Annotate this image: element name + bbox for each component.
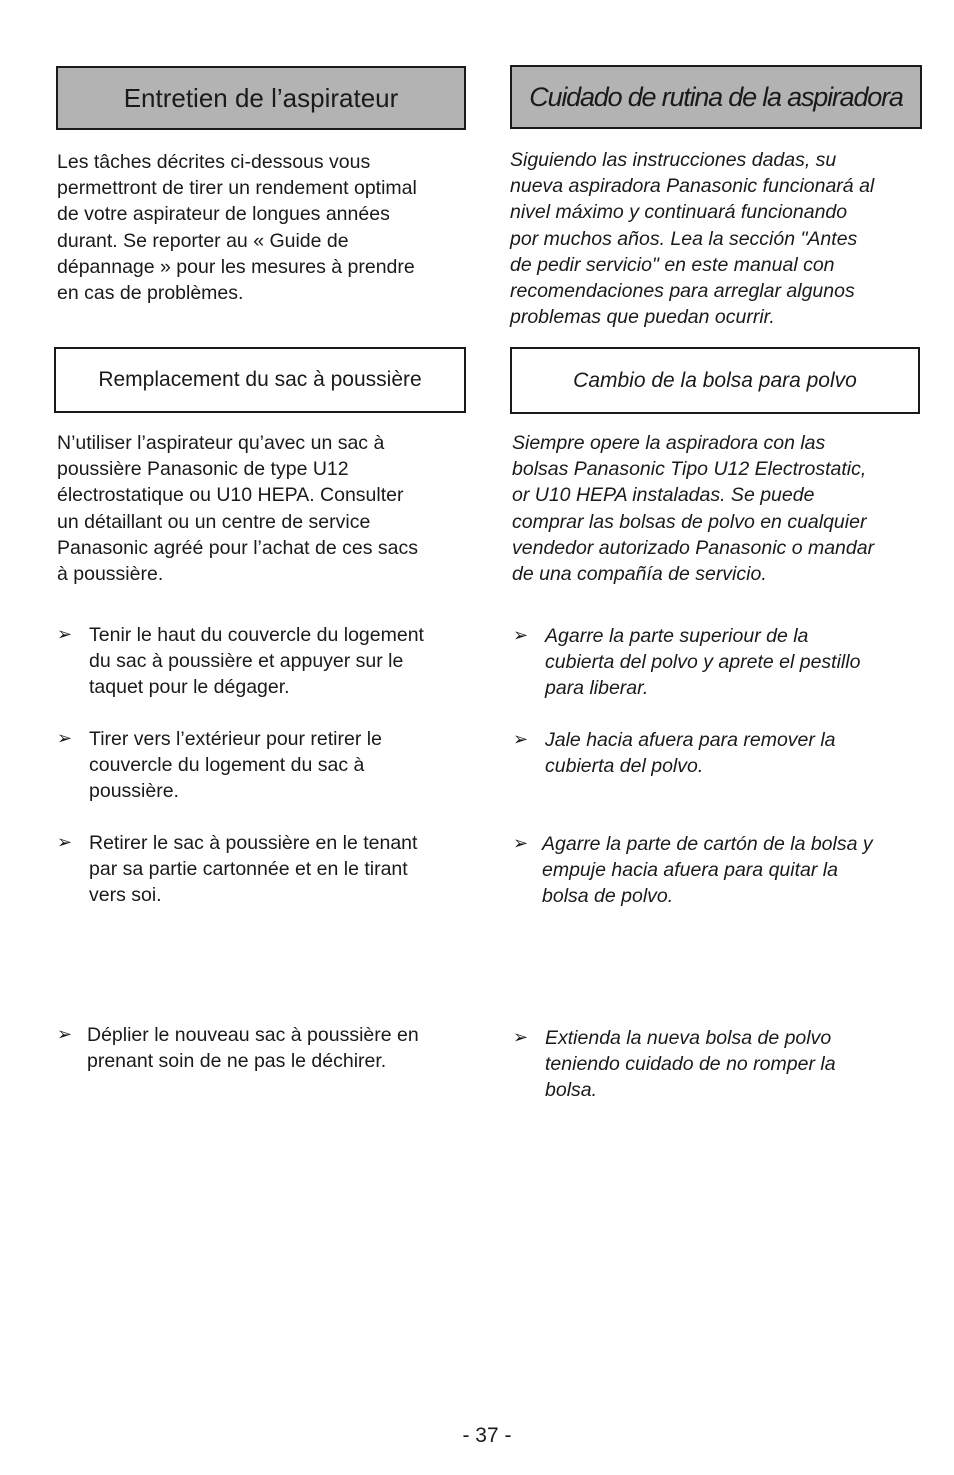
french-section-title: Entretien de l’aspirateur bbox=[56, 66, 466, 130]
spanish-step-4-text: Extienda la nueva bolsa de polvo teniendo cuidado de no romper la bolsa. bbox=[545, 1027, 836, 1102]
french-step-3-text: Retirer le sac à poussière en le tenant par sa partie cartonnée et en le tirant vers soi. bbox=[89, 832, 418, 907]
french-step-4-text: Déplier le nouveau sac à poussière en prenant soin de ne pas le déchirer. bbox=[87, 1024, 419, 1073]
arrow-bullet-icon: ➢ bbox=[513, 729, 529, 750]
arrow-bullet-icon: ➢ bbox=[513, 1027, 529, 1048]
page-number: - 37 - bbox=[462, 1424, 512, 1447]
french-subsection-title: Remplacement du sac à poussière bbox=[54, 347, 466, 413]
spanish-subsection-title: Cambio de la bolsa para polvo bbox=[510, 347, 920, 414]
spanish-dust-bag-paragraph: Siempre opere la aspiradora con las bolsas Panasonic Tipo U12 Electrostatic, or U10 HEPA instaladas. Se puede comprar las bolsas de polvo en cualquier vendedor autorizado Panasonic o mandar de una compañía de servicio. bbox=[512, 432, 875, 586]
french-dust-bag-paragraph: N’utiliser l’aspirateur qu’avec un sac à poussière Panasonic de type U12 électrostatique ou U10 HEPA. Consulter un détaillant ou un centre de service Panasonic agréé pour l’achat de ces sacs à poussière. bbox=[57, 432, 418, 586]
spanish-step-1-text: Agarre la parte superiour de la cubierta del polvo y aprete el pestillo para liberar. bbox=[545, 625, 861, 700]
arrow-bullet-icon: ➢ bbox=[57, 728, 73, 749]
arrow-bullet-icon: ➢ bbox=[57, 1024, 73, 1045]
arrow-bullet-icon: ➢ bbox=[57, 832, 73, 853]
spanish-step-2-text: Jale hacia afuera para remover la cubierta del polvo. bbox=[545, 729, 836, 778]
spanish-step-3-text: Agarre la parte de cartón de la bolsa y empuje hacia afuera para quitar la bolsa de polvo. bbox=[542, 833, 873, 908]
french-intro-paragraph: Les tâches décrites ci-dessous vous permettront de tirer un rendement optimal de votre aspirateur de longues années durant. Se reporter au « Guide de dépannage » pour les mesures à prendre en cas de problèmes. bbox=[57, 151, 417, 305]
spanish-section-title: Cuidado de rutina de la aspiradora bbox=[510, 65, 922, 129]
french-step-1-text: Tenir le haut du couvercle du logement du sac à poussière et appuyer sur le taquet pour le dégager. bbox=[89, 624, 424, 699]
french-step-2-text: Tirer vers l’extérieur pour retirer le couvercle du logement du sac à poussière. bbox=[89, 728, 382, 803]
arrow-bullet-icon: ➢ bbox=[513, 625, 529, 646]
arrow-bullet-icon: ➢ bbox=[57, 624, 73, 645]
spanish-intro-paragraph: Siguiendo las instrucciones dadas, su nueva aspiradora Panasonic funcionará al nivel máximo y continuará funcionando por muchos años. Lea la sección "Antes de pedir servicio" en este manual con recomendaciones para arreglar algunos problemas que puedan ocurrir. bbox=[510, 149, 875, 329]
arrow-bullet-icon: ➢ bbox=[513, 833, 529, 854]
